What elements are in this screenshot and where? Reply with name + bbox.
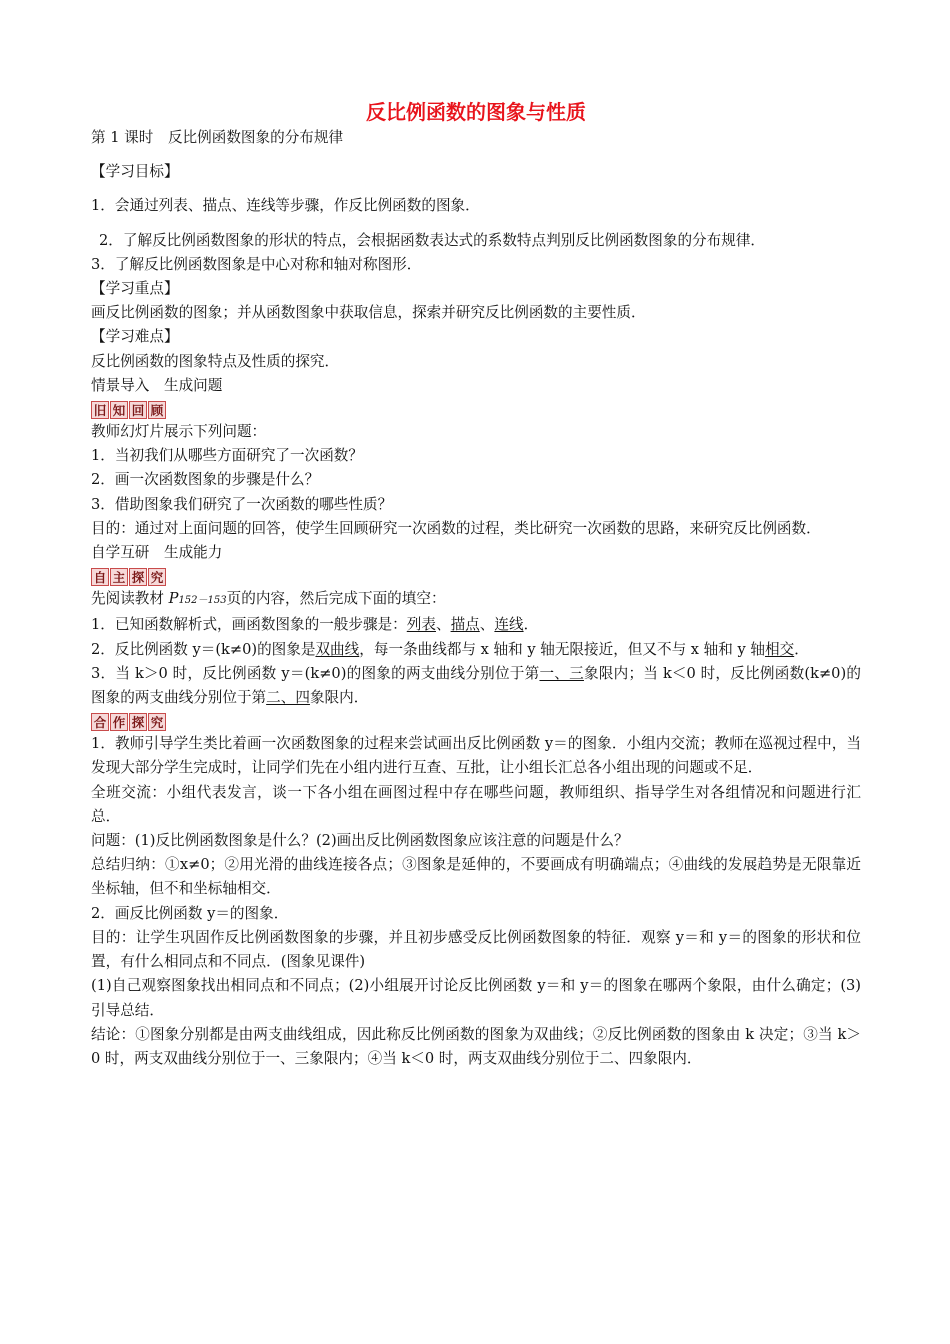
badge-char: 究 — [148, 568, 166, 586]
section-intro-heading: 情景导入 生成问题 — [91, 376, 223, 394]
badge-char: 回 — [129, 401, 147, 419]
badge-char: 顾 — [148, 401, 166, 419]
goal-item-3: 3．了解反比例函数图象是中心对称和轴对称图形． — [91, 255, 422, 273]
answer-blank: 双曲线 — [315, 640, 360, 658]
badge-char: 知 — [110, 401, 128, 419]
goal-item-1: 1．会通过列表、描点、连线等步骤，作反比例函数的图象． — [91, 197, 480, 215]
coop-paragraph-1: 1．教师引导学生类比着画一次函数图象的过程来尝试画出反比例函数 y＝的图象．小组内交流；教师在巡视过程中，当发现大部分学生完成时，让同学们先在小组内进行互查、互批，让小组长汇总各小组出现的问题或不足． — [91, 735, 861, 777]
answer-blank: 二、四 — [266, 689, 310, 707]
review-purpose: 目的：通过对上面问题的回答，使学生回顾研究一次函数的过程，类比研究一次函数的思路，来研究反比例函数． — [91, 519, 821, 537]
review-badge — [91, 401, 166, 419]
badge-char: 旧 — [91, 401, 109, 419]
difficulty-text: 反比例函数的图象特点及性质的探究． — [91, 352, 340, 370]
coop-paragraph-8: 结论：①图象分别都是由两支曲线组成，因此称反比例函数的图象为双曲线；②反比例函数的图象由 k 决定；③当 k＞0 时，两支双曲线分别位于一、三象限内；④当 k＜0 时，两支双曲线分别位于二、四象限内． — [91, 1025, 861, 1067]
badge-char: 作 — [110, 713, 128, 731]
badge-char: 究 — [148, 713, 166, 731]
coop-paragraph-5: 2．画反比例函数 y＝的图象． — [91, 904, 289, 922]
answer-blank: 描点 — [450, 616, 480, 634]
document-page — [91, 98, 861, 1071]
document-title: 反比例函数的图象与性质 — [366, 100, 586, 124]
cooperation-badge — [91, 713, 166, 731]
review-intro: 教师幻灯片展示下列问题： — [91, 423, 267, 441]
self-question-2: 2．反比例函数 y＝(k≠0)的图象是双曲线，每一条曲线都与 x 轴和 y 轴无限接近，但又不与 x 轴和 y 轴相交． — [91, 640, 809, 658]
coop-paragraph-3: 问题：(1)反比例函数图象是什么？(2)画出反比例函数图象应该注意的问题是什么？ — [91, 832, 629, 850]
coop-paragraph-4: 总结归纳：①x≠0；②用光滑的曲线连接各点；③图象是延伸的，不要画成有明确端点；④曲线的发展趋势是无限靠近坐标轴，但不和坐标轴相交． — [91, 856, 861, 898]
badge-char: 探 — [129, 568, 147, 586]
self-read-instruction: 先阅读教材 P152－153页的内容，然后完成下面的填空： — [91, 590, 446, 608]
answer-blank: 相交 — [764, 640, 795, 658]
review-item-2: 2．画一次函数图象的步骤是什么？ — [91, 471, 320, 489]
self-question-1: 1．已知函数解析式，画函数图象的一般步骤是：列表、描点、连线． — [91, 616, 539, 634]
badge-char: 自 — [91, 568, 109, 586]
coop-paragraph-6: 目的：让学生巩固作反比例函数图象的步骤，并且初步感受反比例函数图象的特征．观察 y＝和 y＝的图象的形状和位置，有什么相同点和不同点．(图象见课件) — [91, 928, 861, 971]
goals-header: 【学习目标】 — [91, 163, 179, 181]
answer-blank: 列表 — [406, 616, 436, 634]
difficulty-header: 【学习难点】 — [91, 328, 179, 346]
badge-char: 主 — [110, 568, 128, 586]
goal-item-2: 2．了解反比例函数图象的形状的特点，会根据函数表达式的系数特点判别反比例函数图象的分布规律． — [99, 231, 766, 249]
key-header: 【学习重点】 — [91, 280, 179, 298]
answer-blank: 连线 — [494, 616, 524, 634]
answer-blank: 一、三 — [539, 664, 584, 682]
badge-char: 探 — [129, 713, 147, 731]
coop-paragraph-7: (1)自己观察图象找出相同点和不同点；(2)小组展开讨论反比例函数 y＝和 y＝的图象在哪两个象限，由什么确定；(3)引导总结． — [91, 977, 861, 1019]
review-item-3: 3．借助图象我们研究了一次函数的哪些性质？ — [91, 495, 393, 513]
key-text: 画反比例函数的图象；并从函数图象中获取信息，探索并研究反比例函数的主要性质． — [91, 304, 646, 322]
coop-paragraph-2: 全班交流：小组代表发言，谈一下各小组在画图过程中存在哪些问题，教师组织、指导学生对各组情况和问题进行汇总． — [91, 783, 861, 825]
section-self-study-heading: 自学互研 生成能力 — [91, 544, 223, 562]
self-question-3: 3．当 k＞0 时，反比例函数 y＝(k≠0)的图象的两支曲线分别位于第一、三象限内；当 k＜0 时，反比例函数(k≠0)的图象的两支曲线分别位于第二、四象限内． — [91, 664, 861, 707]
review-item-1: 1．当初我们从哪些方面研究了一次函数？ — [91, 447, 363, 465]
badge-char: 合 — [91, 713, 109, 731]
lesson-subtitle: 第 1 课时 反比例函数图象的分布规律 — [91, 129, 344, 146]
self-study-badge — [91, 568, 166, 586]
